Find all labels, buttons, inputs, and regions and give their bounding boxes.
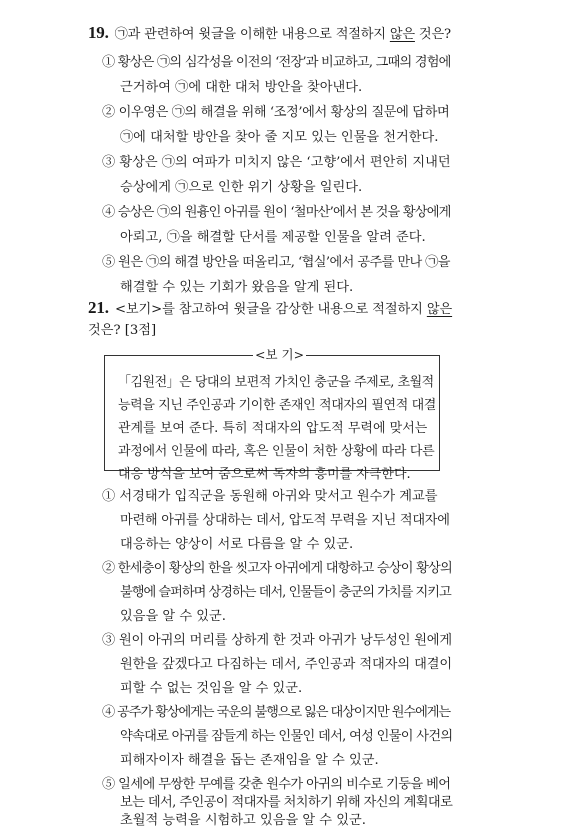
q21-option-3-line-1: ③ 원이 아귀의 머리를 상하게 한 것과 아귀가 낭두성인 원에게: [102, 633, 452, 648]
q21-option-2-line-1: ② 한세충이 황상의 한을 씻고자 아귀에게 대항하고 승상이 황상의: [102, 561, 452, 576]
q19-option-5-line-1: ⑤ 원은 ㉠의 해결 방안을 떠올리고, ‘협실’에서 공주를 만나 ㉠을: [102, 255, 450, 270]
q19-option-2-line-1: ② 이우영은 ㉠의 해결을 위해 ‘조정’에서 황상의 질문에 답하며: [102, 105, 450, 120]
question-21-stem-line-2: 것은? [3점]: [88, 323, 157, 338]
q19-option-1-line-2: 근거하여 ㉠에 대한 대처 방안을 찾아낸다.: [120, 80, 363, 95]
q21-option-1-line-2: 마련해 아귀를 상대하는 데서, 압도적 무력을 지닌 적대자에: [120, 513, 450, 528]
bogi-box-title: <보 기>: [253, 345, 306, 365]
q21-option-2-line-3: 있음을 알 수 있군.: [120, 609, 226, 624]
q21-option-1-line-1: ① 서경태가 입직군을 동원해 아귀와 맞서고 원수가 계교를: [102, 489, 438, 504]
bogi-line-4: 과정에서 인물에 따라, 혹은 인물이 처한 상황에 따라 다른: [118, 444, 435, 459]
q21-option-5-line-2: 보는 데서, 주인공이 적대자를 처치하기 위해 자신의 계획대로: [120, 795, 453, 810]
bogi-line-5: 대응 방식을 보여 줌으로써 독자의 흥미를 자극한다.: [118, 467, 411, 482]
q21-option-3-line-2: 원한을 갚겠다고 다짐하는 데서, 주인공과 적대자의 대결이: [120, 657, 452, 672]
q19-option-5-line-2: 해결할 수 있는 기회가 왔음을 알게 된다.: [120, 280, 354, 295]
q19-option-4-line-1: ④ 승상은 ㉠의 원흉인 아귀를 원이 ‘철마산’에서 본 것을 황상에게: [102, 205, 451, 220]
q19-option-4-line-2: 아뢰고, ㉠을 해결할 단서를 제공할 인물을 알려 준다.: [120, 230, 426, 245]
question-19-stem-end: 것은?: [414, 27, 451, 42]
question-21-stem-underlined: 않은: [426, 302, 453, 317]
q21-option-5-line-1: ⑤ 일세에 무쌍한 무예를 갖춘 원수가 아귀의 비수로 기둥을 베어: [102, 777, 451, 792]
bogi-line-2: 능력을 지닌 주인공과 기이한 존재인 적대자의 필연적 대결: [118, 398, 436, 413]
bogi-line-1: 「김원전」은 당대의 보편적 가치인 충군을 주제로, 초월적: [118, 375, 434, 390]
q19-option-3-line-2: 승상에게 ㉠으로 인한 위기 상황을 일린다.: [120, 180, 363, 195]
question-19-stem-text: ㉠과 관련하여 윗글을 이해한 내용으로 적절하지: [114, 27, 390, 42]
q21-option-4-line-1: ④ 공주가 황상에게는 국운의 불행으로 잃은 대상이지만 원수에게는: [102, 705, 450, 720]
q21-option-5-line-3: 초월적 능력을 시험하고 있음을 알 수 있군.: [120, 813, 366, 828]
q21-option-3-line-3: 피할 수 없는 것임을 알 수 있군.: [120, 681, 303, 696]
question-21-number: 21.: [88, 298, 109, 317]
question-19-number: 19.: [88, 23, 109, 42]
q21-option-1-line-3: 대응하는 양상이 서로 다름을 알 수 있군.: [120, 537, 354, 552]
q19-option-2-line-2: ㉠에 대처할 방안을 찾아 줄 지모 있는 인물을 천거한다.: [120, 130, 439, 145]
q21-option-4-line-3: 피해자이자 해결을 돕는 존재임을 알 수 있군.: [120, 753, 379, 768]
q21-option-4-line-2: 약속대로 아귀를 잠들게 하는 인물인 데서, 여성 인물이 사건의: [120, 729, 453, 744]
q21-option-2-line-2: 불행에 슬퍼하며 상경하는 데서, 인물들이 충군의 가치를 지키고: [120, 585, 451, 600]
q19-option-1-line-1: ① 황상은 ㉠의 심각성을 이전의 ‘전장’과 비교하고, 그때의 경험에: [102, 55, 451, 70]
bogi-line-3: 관계를 보여 준다. 특히 적대자의 압도적 무력에 맞서는: [118, 421, 428, 436]
question-19-stem-underlined: 않은: [389, 27, 415, 42]
q19-option-3-line-1: ③ 황상은 ㉠의 여파가 미치지 않은 ‘고향’에서 편안히 지내던: [102, 155, 451, 170]
question-21-stem-text: <보기>를 참고하여 윗글을 감상한 내용으로 적절하지: [114, 302, 427, 317]
question-19-stem: [88, 20, 451, 47]
